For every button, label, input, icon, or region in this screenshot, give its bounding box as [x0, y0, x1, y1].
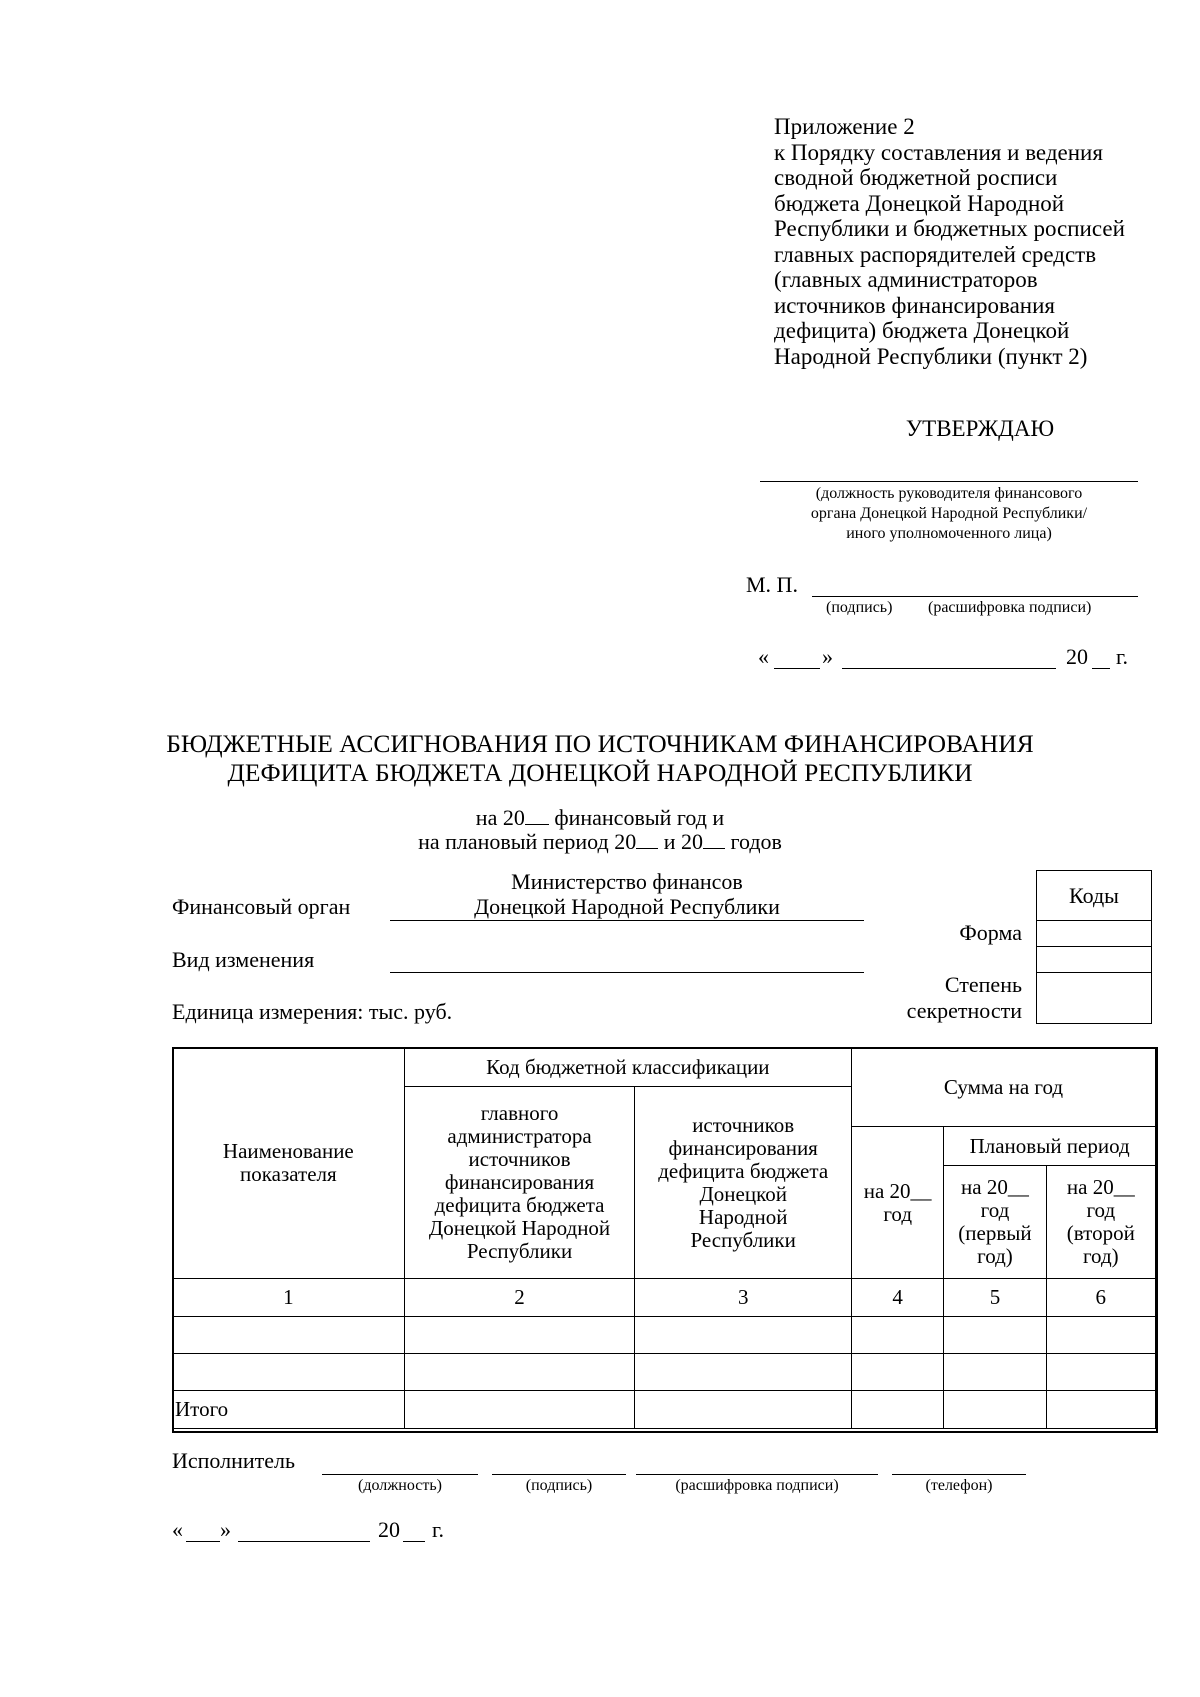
footer-date-open: « [172, 1517, 183, 1542]
header-line: Донецкой [699, 1181, 787, 1206]
header-line: Донецкой Народной [428, 1216, 611, 1240]
footer-year-suffix: г. [432, 1517, 445, 1542]
header-line: на 20__ [1066, 1175, 1135, 1199]
header-line: источников [692, 1112, 795, 1137]
signature-line[interactable] [812, 596, 1138, 597]
appendix-line: Республики и бюджетных росписей [774, 216, 1125, 241]
table-cell[interactable] [173, 1317, 405, 1354]
header-line: на 20__ [863, 1178, 932, 1203]
header-line: (первый [958, 1221, 1032, 1245]
change-type-label: Вид изменения [172, 947, 315, 972]
appendix-line: главных распорядителей средств [774, 241, 1097, 267]
table-cell[interactable] [1046, 1391, 1155, 1429]
secrecy-label [880, 972, 1022, 1024]
header-deficit-sources [635, 1087, 852, 1279]
header-line: финансирования [668, 1135, 818, 1160]
header-current-year [852, 1127, 944, 1279]
table-row [173, 1354, 1156, 1391]
header-sum-per-year: Сумма на год [852, 1048, 1156, 1127]
appendix-line: (главных администраторов [774, 267, 1038, 292]
executor-signature-field[interactable] [492, 1474, 626, 1475]
executor-position-field[interactable] [322, 1474, 478, 1475]
codes-header: Коды [1037, 871, 1152, 921]
header-line: Народной [698, 1204, 788, 1229]
finance-body-underline [390, 920, 864, 921]
table-cell[interactable] [1046, 1317, 1155, 1354]
column-number: 3 [635, 1279, 852, 1317]
period-text: на плановый период 20 [418, 829, 637, 854]
table-cell[interactable] [852, 1391, 944, 1429]
executor-label: Исполнитель [172, 1448, 296, 1473]
period-text: на 20 [475, 805, 525, 830]
appendix-line: дефицита) бюджета Донецкой [774, 318, 1070, 343]
header-line: Республики [466, 1239, 573, 1263]
appendix-line: сводной бюджетной росписи [774, 165, 1058, 190]
table-cell[interactable] [173, 1354, 405, 1391]
approval-year-field[interactable] [1092, 668, 1110, 669]
column-numbers-row [173, 1279, 1156, 1317]
column-number: 1 [173, 1279, 405, 1317]
table-cell[interactable] [404, 1317, 635, 1354]
header-main-administrator [404, 1087, 635, 1279]
approval-date-open: « [758, 644, 769, 669]
header-second-year [1046, 1166, 1155, 1279]
header-first-year [944, 1166, 1046, 1279]
form-label: Форма [959, 920, 1022, 945]
caption-line: органа Донецкой Народной Республики/ [810, 505, 1088, 522]
column-number: 5 [944, 1279, 1046, 1317]
table-cell[interactable] [635, 1391, 852, 1429]
header-line: год [1086, 1198, 1116, 1222]
approval-day-field[interactable] [774, 668, 820, 669]
appendix-line: Народной Республики (пункт 2) [774, 343, 1088, 369]
approval-month-field[interactable] [842, 668, 1056, 669]
year-blank[interactable] [636, 848, 658, 849]
caption-line: иного уполномоченного лица) [846, 525, 1052, 542]
table-cell[interactable] [404, 1391, 635, 1429]
form-code-cell[interactable] [1037, 921, 1152, 947]
table-cell[interactable] [944, 1354, 1046, 1391]
header-line: главного [480, 1101, 559, 1125]
form-code-cell-2[interactable] [1037, 947, 1152, 973]
appendix-line: бюджета Донецкой Народной [774, 190, 1065, 216]
column-number: 2 [404, 1279, 635, 1317]
stamp-label: М. П. [746, 572, 798, 597]
header-line: дефицита бюджета [434, 1193, 605, 1217]
change-type-field[interactable] [390, 972, 864, 973]
finance-body-label: Финансовый орган [172, 894, 351, 919]
codes-table [1036, 870, 1152, 1024]
header-line: год) [977, 1244, 1013, 1268]
appendix-line: к Порядку составления и ведения [774, 139, 1103, 165]
column-number: 6 [1046, 1279, 1155, 1317]
header-line: на 20__ [961, 1175, 1029, 1199]
approve-title: УТВЕРЖДАЮ [905, 416, 1055, 441]
executor-phone-field[interactable] [892, 1474, 1026, 1475]
table-cell[interactable] [944, 1391, 1046, 1429]
executor-caption-signature: (подпись) [525, 1477, 593, 1494]
executor-caption-phone: (телефон) [925, 1477, 993, 1494]
footer-year-prefix: 20 [378, 1517, 400, 1542]
header-line: год [883, 1201, 912, 1226]
position-line[interactable] [760, 481, 1138, 482]
period-text: годов [730, 829, 782, 854]
footer-date-close: » [220, 1517, 231, 1542]
executor-caption-decoding: (расшифровка подписи) [675, 1477, 839, 1494]
executor-caption-position: (должность) [358, 1477, 442, 1494]
table-cell[interactable] [852, 1354, 944, 1391]
finance-body-value[interactable] [390, 869, 864, 919]
header-planned-period: Плановый период [944, 1127, 1156, 1166]
header-indicator-name [173, 1048, 405, 1279]
appendix-line: источников финансирования [774, 292, 1055, 318]
period-subtitle [300, 806, 900, 854]
period-text: финансовый год и [554, 805, 725, 830]
table-cell[interactable] [635, 1354, 852, 1391]
total-label: Итого [173, 1391, 405, 1429]
finance-body-value-line: Донецкой Народной Республики [474, 894, 780, 919]
footer-day-field[interactable] [186, 1541, 220, 1542]
header-line: год [980, 1198, 1010, 1222]
secrecy-label-line: секретности [906, 998, 1022, 1023]
executor-decoding-field[interactable] [636, 1474, 878, 1475]
caption-line: (должность руководителя финансового [815, 485, 1083, 502]
year-blank[interactable] [703, 848, 725, 849]
decoding-caption: (расшифровка подписи) [928, 599, 1092, 616]
unit-label: Единица измерения: тыс. руб. [172, 999, 453, 1024]
header-line: дефицита бюджета [658, 1158, 829, 1183]
header-budget-classification: Код бюджетной классификации [404, 1048, 851, 1087]
finance-body-value-line: Министерство финансов [511, 869, 743, 894]
total-row [173, 1391, 1156, 1429]
signature-caption: (подпись) [826, 599, 893, 616]
table-cell[interactable] [404, 1354, 635, 1391]
header-line: финансирования [444, 1170, 595, 1194]
table-row [173, 1317, 1156, 1354]
title-line: БЮДЖЕТНЫЕ АССИГНОВАНИЯ ПО ИСТОЧНИКАМ ФИНАНСИРОВАНИЯ [166, 729, 1034, 758]
header-line: год) [1082, 1244, 1119, 1268]
table-cell[interactable] [852, 1317, 944, 1354]
header-line: администратора [447, 1124, 592, 1148]
footer-year-field[interactable] [403, 1541, 425, 1542]
secrecy-code-cell[interactable] [1037, 973, 1152, 1024]
approval-year-prefix: 20 [1066, 644, 1088, 669]
secrecy-label-line: Степень [944, 972, 1022, 997]
appendix-line: Приложение 2 [774, 114, 915, 139]
header-line: Республики [690, 1227, 796, 1252]
table-cell[interactable] [1046, 1354, 1155, 1391]
assignments-table [172, 1047, 1156, 1429]
title-line: ДЕФИЦИТА БЮДЖЕТА ДОНЕЦКОЙ НАРОДНОЙ РЕСПУБЛИКИ [227, 758, 973, 787]
position-caption [740, 484, 1158, 544]
column-number: 4 [852, 1279, 944, 1317]
table-cell[interactable] [635, 1317, 852, 1354]
header-line: источников [468, 1147, 571, 1171]
header-line: показателя [240, 1162, 337, 1186]
appendix-block [774, 114, 1174, 369]
table-cell[interactable] [944, 1317, 1046, 1354]
footer-month-field[interactable] [238, 1541, 370, 1542]
period-text: и 20 [663, 829, 703, 854]
header-line: Наименование [222, 1139, 354, 1163]
header-line: (второй [1066, 1221, 1135, 1245]
approval-year-suffix: г. [1116, 644, 1129, 669]
approval-date-close: » [822, 644, 833, 669]
year-blank[interactable] [525, 824, 549, 825]
document-title [150, 729, 1050, 787]
